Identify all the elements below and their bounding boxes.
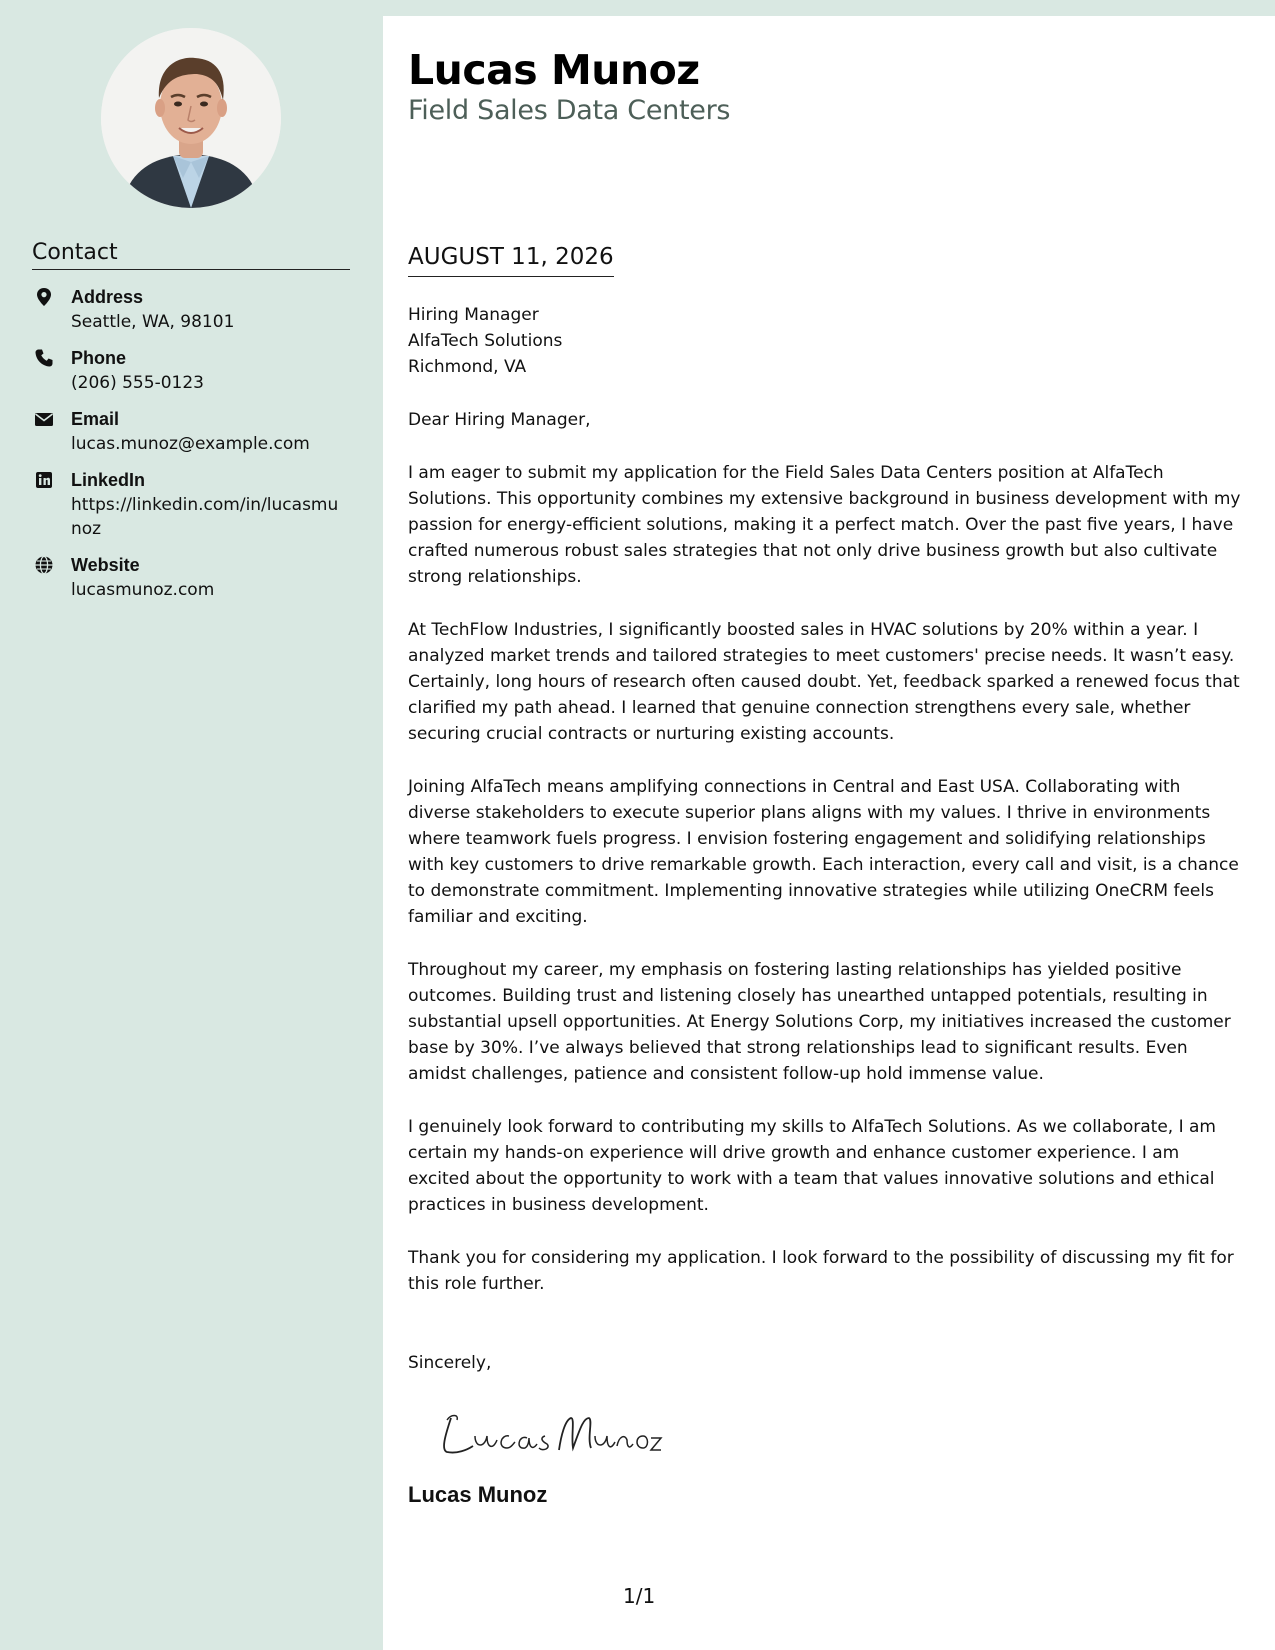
- signature-name: Lucas Munoz: [408, 1482, 548, 1507]
- website-value[interactable]: lucasmunoz.com: [71, 580, 215, 600]
- contact-item-phone: [32, 346, 352, 395]
- linkedin-icon: [34, 470, 54, 490]
- letter-date: AUGUST 11, 2026: [408, 244, 614, 277]
- contact-label: Phone: [71, 348, 127, 368]
- address-value: Seattle, WA, 98101: [71, 312, 235, 332]
- linkedin-value[interactable]: https://linkedin.com/in/lucasmunoz: [71, 495, 339, 539]
- letter-main: [383, 16, 1275, 1650]
- avatar: [101, 28, 281, 208]
- globe-icon: [34, 555, 54, 575]
- applicant-name: Lucas Munoz: [408, 46, 700, 94]
- contact-label: Email: [71, 409, 120, 429]
- recipient-line: AlfaTech Solutions: [408, 331, 563, 351]
- paragraph: I genuinely look forward to contributing my skills to AlfaTech Solutions. As we collaborate, I am certain my hands-on experience will drive growth and enhance customer experience. I am excited about the opportunity to work with a team that values innovative solutions and ethical practices in business development.: [408, 1117, 1216, 1215]
- page-number: 1/1: [623, 1584, 656, 1608]
- contact-item-website: [32, 553, 352, 602]
- salutation: Dear Hiring Manager,: [408, 410, 591, 430]
- contact-item-linkedin: [32, 468, 352, 541]
- email-value[interactable]: lucas.munoz@example.com: [71, 434, 310, 454]
- profile-photo: [101, 28, 281, 208]
- envelope-icon: [34, 409, 54, 429]
- closing: Sincerely,: [408, 1353, 492, 1373]
- sidebar: [0, 0, 383, 1650]
- contact-label: LinkedIn: [71, 470, 146, 490]
- paragraph: Thank you for considering my application. I look forward to the possibility of discussing my fit for this role further.: [408, 1248, 1234, 1294]
- contact-item-email: [32, 407, 352, 456]
- recipient-line: Richmond, VA: [408, 357, 527, 377]
- contact-item-address: [32, 285, 352, 334]
- contact-label: Address: [71, 287, 144, 307]
- phone-icon: [34, 348, 54, 368]
- job-title: Field Sales Data Centers: [408, 95, 731, 126]
- phone-value: (206) 555-0123: [71, 373, 204, 393]
- contact-list: [32, 285, 352, 614]
- map-pin-icon: [34, 287, 54, 307]
- contact-label: Website: [71, 555, 140, 575]
- recipient-block: [408, 302, 1243, 380]
- paragraph: Joining AlfaTech means amplifying connections in Central and East USA. Collaborating with diverse stakeholders to execute superior plans aligns with my values. I thrive in environments where teamwork fuels progress. I envision fostering engagement and solidifying relationships with key customers to drive remarkable growth. Each interaction, every call and visit, is a chance to demonstrate commitment. Implementing innovative strategies while utilizing OneCRM feels familiar and exciting.: [408, 777, 1239, 927]
- recipient-line: Hiring Manager: [408, 305, 539, 325]
- paragraph: I am eager to submit my application for the Field Sales Data Centers position at AlfaTech Solutions. This opportunity combines my extensive background in business development with my passion for energy-efficient solutions, making it a perfect match. Over the past five years, I have crafted numerous robust sales strategies that not only drive business growth but also cultivate strong relationships.: [408, 463, 1241, 587]
- contact-heading: Contact: [32, 240, 350, 270]
- paragraph: Throughout my career, my emphasis on fostering lasting relationships has yielded positive outcomes. Building trust and listening closely has unearthed untapped potentials, resulting in substantial upsell opportunities. At Energy Solutions Corp, my initiatives increased the customer base by 30%. I’ve always believed that strong relationships lead to significant results. Even amidst challenges, patience and consistent follow-up hold immense value.: [408, 960, 1231, 1084]
- signature-graphic: [433, 1406, 663, 1466]
- paragraph: At TechFlow Industries, I significantly boosted sales in HVAC solutions by 20% within a year. I analyzed market trends and tailored strategies to meet customers' precise needs. It wasn’t easy. Certainly, long hours of research often caused doubt. Yet, feedback sparked a renewed focus that clarified my path ahead. I learned that genuine connection strengthens every sale, whether securing crucial contracts or nurturing existing accounts.: [408, 620, 1240, 744]
- letter-body: [408, 302, 1243, 1508]
- handwritten-signature: [433, 1406, 1243, 1466]
